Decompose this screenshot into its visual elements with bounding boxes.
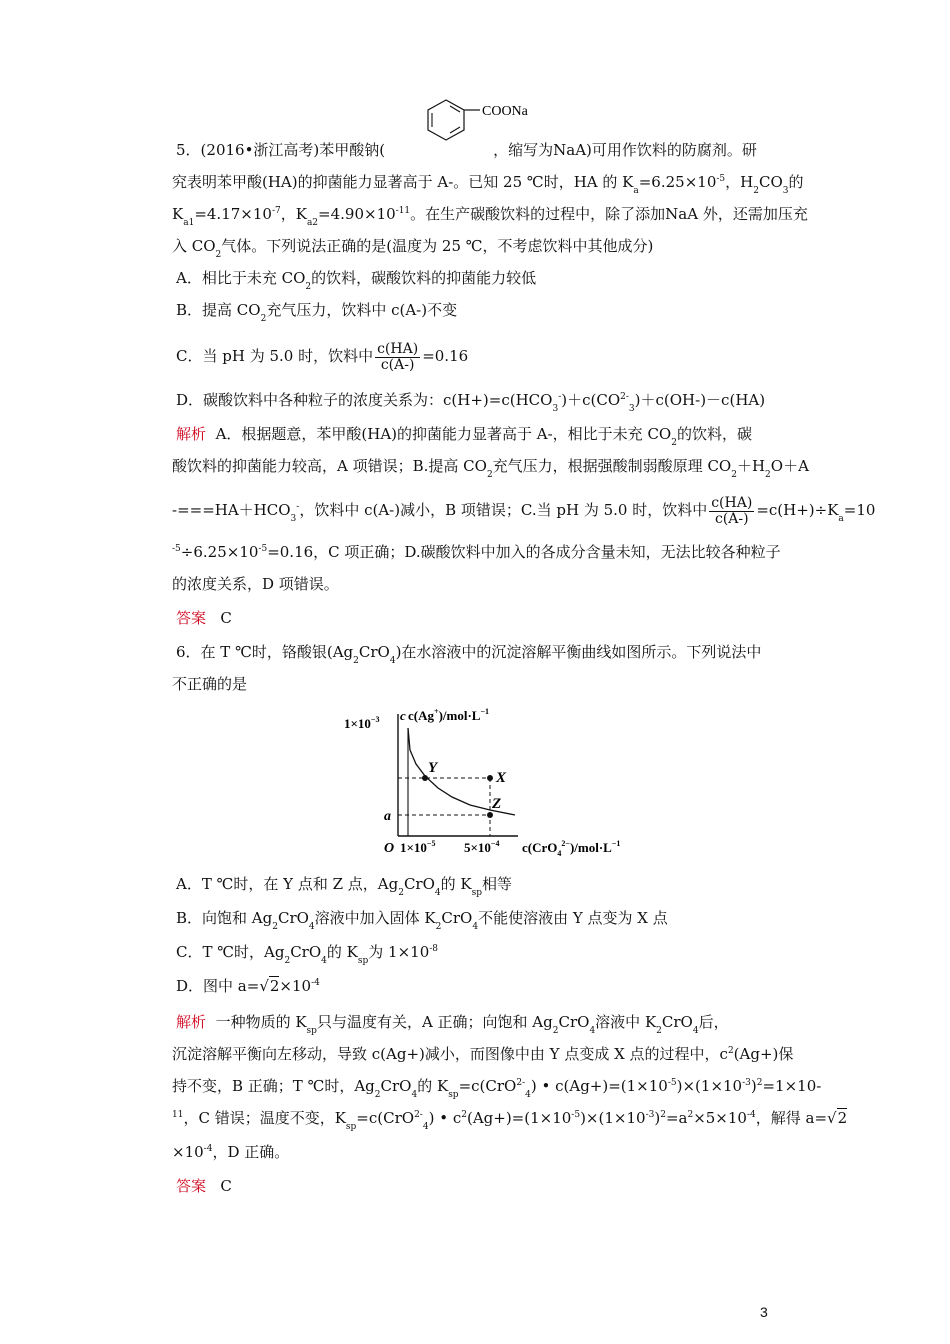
answer-label-2: 答案 [176, 1177, 207, 1195]
answer-value: C [220, 609, 232, 627]
q5-analysis-5: 的浓度关系，D 项错误。 [172, 575, 339, 593]
q5-answer [176, 608, 816, 628]
q6-line-1: 6．在 T ℃时，铬酸银$(Ag_2CrO_4)$在水溶液中的沉淀溶解平衡曲线如图所示。下列说法中 [176, 643, 762, 666]
a-label: a [384, 809, 391, 824]
sqrt-symbol: √2 [259, 977, 280, 995]
q6-analysis-3: 持不变，B 正确；T ℃时，$Ag_2CrO_4$的 $K_{sp}=c(CrO^{2-}_4)$ • $c(Ag+)=(1\times 10^{-5})\times(1\times 10^{-3})^2=1\times 10-$ [172, 1077, 822, 1100]
point-z-marker [487, 812, 493, 818]
answer-value-2: C [220, 1177, 232, 1195]
page-number: 3 [760, 1304, 768, 1320]
q5-analysis-4: $^{-5}\div 6.25\times 10^{-5}=0.16$，C 项正确；D.碳酸饮料中加入的各成分含量未知，无法比较各种粒子 [172, 543, 781, 561]
fraction-ha-over-a: $\frac{c(HA)}{c(A-)}$ [377, 340, 419, 373]
answer-label: 答案 [176, 609, 207, 627]
analysis-label-2: 解析 [176, 1013, 207, 1031]
point-x-label: X [496, 770, 507, 786]
solubility-curve-figure [330, 702, 650, 862]
q6-answer [176, 1176, 816, 1196]
point-y-label: Y [428, 760, 438, 776]
q5-line-3: $K_{a1}=4.17\times 10^{-7}$，$K_{a2}=4.90\times 10^{-11}$。在生产碳酸饮料的过程中，除了添加NaA 外，还需加压充 [172, 205, 808, 228]
q6-option-a: A．T ℃时，在 Y 点和 Z 点，$Ag_2CrO_4$的 $K_{sp}$相等 [176, 875, 513, 898]
x2-tick-label: $5\times 10^{-4}$ [464, 839, 500, 855]
q6-option-c: C．T ℃时，$Ag_2CrO_4$的 $K_{sp}$为 $1\times 10^{-8}$ [176, 943, 439, 966]
sqrt-symbol-2: √2 [827, 1109, 848, 1127]
q5-line-1: 5．(2016•浙江高考)苯甲酸钠( ，缩写为NaA)可用作饮料的防腐剂。研 [176, 141, 757, 159]
y-top-label: $1\times 10^{-3}$ [344, 715, 380, 731]
y-axis-label: c [400, 708, 406, 723]
q6-option-d: D．图中 $a=√2\times 10^{-4}$ [176, 977, 320, 995]
q6-analysis-4: $^{11}$，C 错误；温度不变，$K_{sp}=c(CrO^{2-}_4)$ • $c^2(Ag+)=(1\times 10^{-5})\times(1\times 10^{-3})^2=a^2\times 5\times 10^{-4}$，解得 a=√2 [172, 1109, 848, 1132]
q5-option-b: B．提高 $CO_2$充气压力，饮料中 c(A-)不变 [176, 301, 458, 324]
q6-option-b: B．向饱和 $Ag_2CrO_4$溶液中加入固体 $K_2CrO_4$不能使溶液由 Y 点变为 X 点 [176, 909, 668, 932]
y-axis-label-text: $c(Ag^+)/mol\cdot L^{-1}$ [408, 707, 490, 723]
point-z-label: Z [492, 796, 502, 812]
q5-option-c: C．当 pH 为 5.0 时，饮料中 $\frac{c(HA)}{c(A-)}$ =0.16 [176, 340, 469, 373]
carboxylate-label: COONa [482, 104, 528, 119]
q5-option-a: A．相比于未充 $CO_2$的饮料，碳酸饮料的抑菌能力较低 [176, 269, 537, 292]
origin-label: O [384, 841, 395, 856]
q6-analysis-5: $\times 10^{-4}$，D 正确。 [172, 1143, 290, 1161]
q5-option-d: D．碳酸饮料中各种粒子的浓度关系为：$c(H+)=c(HCO_3^-)+c(CO^{2-}_3)+c(OH-)-c(HA)$ [176, 391, 766, 414]
q5-analysis-2: 酸饮料的抑菌能力较高，A 项错误；B.提高 $CO_2$充气压力，根据强酸制弱酸原理 $CO_2+H_2O+A$ [172, 457, 809, 480]
q6-line-2: 不正确的是 [172, 675, 248, 693]
point-x-marker [487, 775, 493, 781]
analysis-label: 解析 [176, 425, 207, 443]
x-axis-label: $c(CrO_4^{2-})/mol\cdot L^{-1}$ [522, 839, 621, 858]
q5-analysis-3: $-===HA+HCO_3^-$，饮料中 c(A-)减小，B 项错误；C.当 pH 为 5.0 时，饮料中 $\frac{c(HA)}{c(A-)}$ $=c(H+)\div K_a=10$ [172, 494, 876, 527]
x1-tick-label: $1\times 10^{-5}$ [400, 839, 436, 855]
benzene-ring [428, 100, 464, 140]
q5-line-2: 究表明苯甲酸(HA)的抑菌能力显著高于 A-。已知 25 ℃时，HA 的 $K_a=6.25\times 10^{-5}$，$H_2CO_3$的 [172, 173, 804, 196]
q5-analysis-1: 解析 A．根据题意，苯甲酸(HA)的抑菌能力显著高于 A-，相比于未充 $CO_2$的饮料，碳 [176, 425, 752, 448]
q5-line-4: 入 $CO_2$气体。下列说法正确的是(温度为 25 ℃，不考虑饮料中其他成分) [172, 237, 654, 260]
fraction-ha-over-a-2: $\frac{c(HA)}{c(A-)}$ [711, 494, 753, 527]
q6-analysis-1: 解析 一种物质的 $K_{sp}$只与温度有关，A 正确；向饱和 $Ag_2CrO_4$溶液中 $K_2CrO_4$后， [176, 1013, 729, 1036]
q6-analysis-2: 沉淀溶解平衡向左移动，导致 c(Ag+)减小，而图像中由 Y 点变成 X 点的过程中，$c^2(Ag+)$保 [172, 1045, 794, 1063]
